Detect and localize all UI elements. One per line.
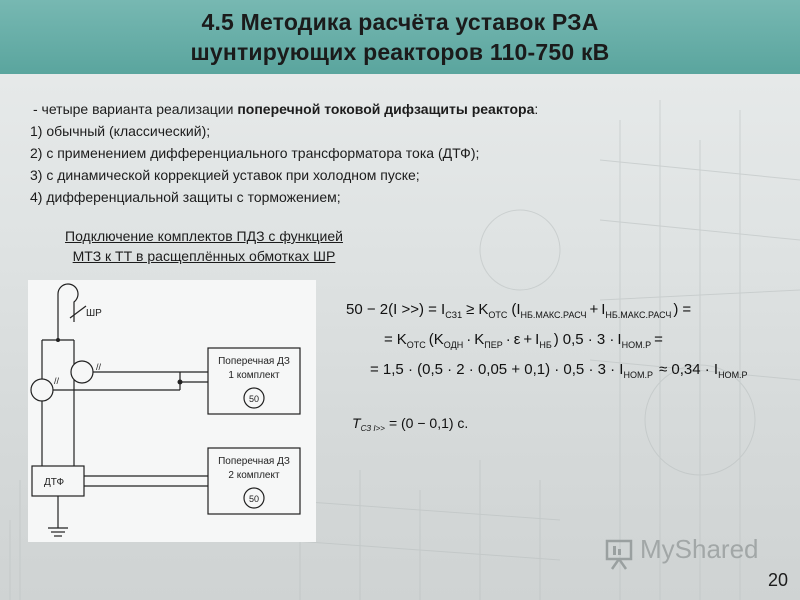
ct-mark: //: [96, 362, 102, 372]
intro-line: - четыре варианта реализации поперечной токовой дифзащиты реактора:: [33, 101, 539, 117]
svg-text:= 1,5 · (0,5 · 2 · 0,05 + 0,1): = $1,5 \cdot (0,5 \cdot 2 \cdot 0,05 + 0,1) \cdot 0,5 \cdot 3 \cdot I_{НОМ.Р} \approx 0,34 \cdot I_{НОМ.Р}$: [370, 361, 748, 380]
watermark-logo-icon: [604, 537, 634, 571]
connection-diagram: [28, 280, 316, 542]
watermark: MyShared: [640, 534, 759, 564]
page-title-line1: 4.5 Методика расчёта уставок РЗА: [201, 9, 599, 35]
ct-mark: //: [54, 376, 60, 386]
page-number: 20: [768, 570, 789, 590]
page-title-line2: шунтирующих реакторов 110-750 кВ: [190, 39, 610, 65]
variant-item: 2) с применением дифференциального трансформатора тока (ДТФ);: [30, 145, 480, 161]
eq1-left: 50 − 2(I >>) = I: [346, 301, 446, 318]
box2-line2: 2 комплект: [228, 470, 280, 481]
title-bar: [0, 0, 800, 74]
dtf-label: ДТФ: [44, 477, 65, 488]
variant-item: 4) дифференциальной защиты с торможением;: [30, 189, 341, 205]
svg-text:50 − 2(I >>) = IСЗ1≥KОТС(IНБ.М: 50 − 2(I >>) = $I_{СЗ1} \ge K_{ОТС}$ ($I_{НБ.МАКС.РАСЧ} + I_{НБ.МАКС.РАСЧ}$ ) =: [346, 301, 692, 320]
intro-bold: поперечной токовой дифзащиты реактора: [237, 101, 535, 117]
variant-item: 1) обычный (классический);: [30, 123, 211, 139]
svg-text:TСЗ I>>= (0 − 0,1) с.: $T_{СЗ I>>} = (0 - 0,1)$ с.: [352, 415, 469, 433]
box2-number: 50: [248, 494, 260, 504]
svg-text:=KОТС(KОДН·KПЕР·ε+IНБ)0,5 · 3: = $K_{ОТС}$ ($K_{ОДН} \cdot K_{ПЕР} \cdot \varepsilon + I_{НБ}$ ) $0,5 \cdot 3 \cdot I_{НОМ.Р}$ =: [384, 331, 663, 350]
diagram-caption: Подключение комплектов ПДЗ с функцией МТЗ к ТТ в расщеплённых обмотках ШР: [65, 228, 343, 264]
formula-block: [320, 290, 760, 440]
variant-item: 3) с динамической коррекцией уставок при холодном пуске;: [30, 167, 420, 183]
box2-line1: Поперечная ДЗ: [218, 456, 290, 467]
box1-number: 50: [248, 394, 260, 404]
box1-line1: Поперечная ДЗ: [218, 356, 290, 367]
variants-text: [30, 98, 630, 208]
box1-line2: 1 комплект: [228, 370, 280, 381]
reactor-label: ШР: [86, 308, 102, 319]
